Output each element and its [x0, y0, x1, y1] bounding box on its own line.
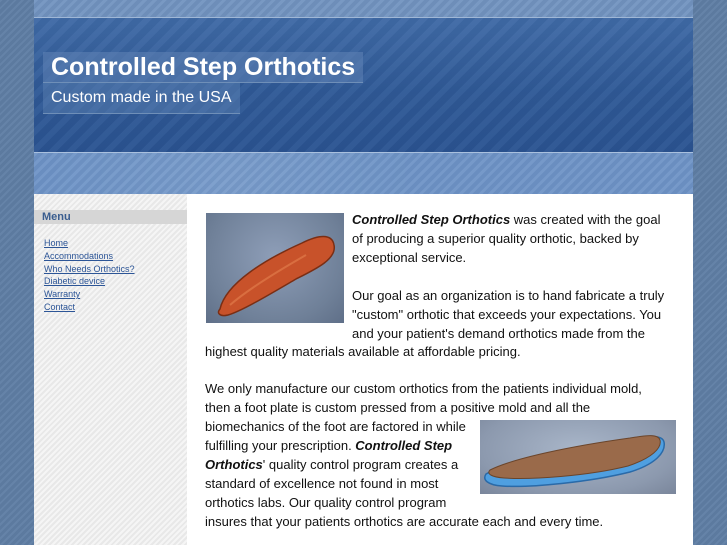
top-decorative-strip	[34, 0, 693, 17]
brand-name-inline: Controlled Step	[355, 438, 453, 453]
tagline-box	[43, 83, 240, 114]
para3-line4	[205, 436, 452, 455]
para2-line1: Our goal as an organization is to hand fabricate a truly	[352, 288, 665, 303]
menu-link-accommodations[interactable]: Accommodations	[44, 250, 114, 261]
brand-name-inline-2: Orthotics	[205, 457, 263, 472]
para3-line5	[205, 455, 458, 474]
page-frame	[34, 0, 693, 545]
para1-line1	[352, 210, 660, 229]
para2-line3: and your patient's demand orthotics made from the	[352, 326, 645, 341]
main-content	[187, 194, 693, 545]
para1-line2: of producing a superior quality orthotic, backed by	[352, 231, 639, 246]
site-title[interactable]: Controlled Step Orthotics	[51, 53, 356, 81]
para2-line2: "custom" orthotic that exceeds your expectations. You	[352, 307, 662, 322]
site-header	[34, 17, 693, 153]
sidebar	[34, 194, 187, 545]
orange-insole-photo	[206, 213, 344, 323]
para1-line1-rest: was created with the goal	[510, 212, 661, 227]
brand-name: Controlled Step Orthotics	[352, 212, 511, 227]
menu-item-accommodations	[44, 244, 135, 261]
para1-line3: exceptional service.	[352, 250, 467, 265]
para3-line5-rest: ' quality control program creates a	[262, 457, 459, 472]
menu-list	[44, 231, 135, 312]
orange-insole-graphic	[206, 213, 344, 323]
menu-item-who-needs-orthotics	[44, 257, 135, 274]
para3-line4-pre: fulfilling your prescription.	[205, 438, 356, 453]
site-tagline: Custom made in the USA	[51, 89, 232, 106]
menu-heading	[34, 210, 187, 224]
para3-line6: standard of excellence not found in most	[205, 476, 439, 491]
menu-link-home[interactable]: Home	[44, 238, 69, 248]
menu-heading-label: Menu	[42, 211, 71, 223]
para2-line4: highest quality materials available at affordable pricing.	[205, 344, 521, 359]
para3-line2: then a foot plate is custom pressed from a positive mold and all the	[205, 400, 591, 415]
menu-link-who-needs-orthotics[interactable]: Who Needs Orthotics?	[44, 263, 135, 274]
menu-link-contact[interactable]: Contact	[44, 301, 76, 312]
menu-item-contact	[44, 295, 135, 312]
menu-link-warranty[interactable]: Warranty	[44, 289, 81, 300]
banner-decorative-strip	[34, 152, 693, 195]
para3-line1: We only manufacture our custom orthotics from the patients individual mold,	[205, 381, 642, 396]
menu-link-diabetic-device[interactable]: Diabetic device	[44, 276, 106, 287]
blue-insole-graphic	[480, 420, 676, 494]
para3-line8: insures that your patients orthotics are accurate each and every time.	[205, 514, 604, 529]
para3-line7: orthotics labs. Our quality control program	[205, 495, 447, 510]
menu-item-home	[44, 231, 135, 248]
para3-line3: biomechanics of the foot are factored in while	[205, 419, 466, 434]
blue-insole-photo	[480, 420, 676, 494]
site-title-box	[43, 52, 363, 83]
